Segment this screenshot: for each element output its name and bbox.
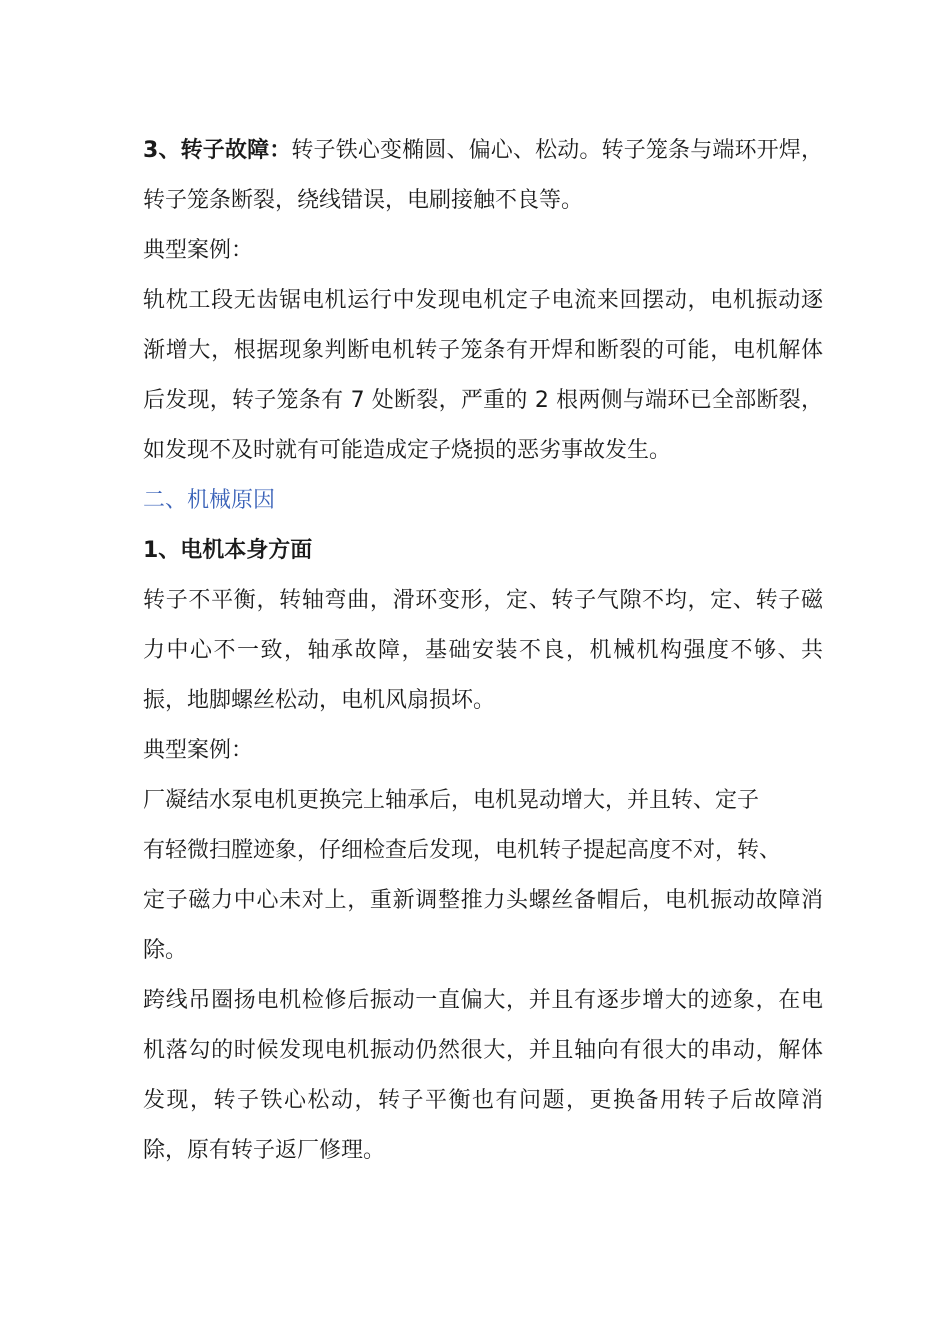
rotor-fault-label: 3、转子故障： [143, 138, 292, 163]
case-title-1: 典型案例： [143, 238, 254, 263]
case-title-2: 典型案例： [143, 738, 254, 763]
document-body [143, 126, 823, 1176]
paragraph-case-saw-motor: 轨枕工段无齿锯电机运行中发现电机定子电流来回摆动，电机振动逐渐增大，根据现象判断电机转子笼条有开焊和断裂的可能，电机解体后发现，转子笼条有 7 处断裂，严重的 2 根两侧与端环已全部断裂，如发现不及时就有可能造成定子烧损的恶劣事故发生。 [143, 288, 823, 463]
paragraph-motor-causes: 转子不平衡，转轴弯曲，滑环变形，定、转子气隙不均，定、转子磁力中心不一致，轴承故障，基础安装不良，机械机构强度不够、共振，地脚螺丝松动，电机风扇损坏。 [143, 588, 823, 713]
rotor-fault-text: 转子铁心变椭圆、偏心、松动。转子笼条与端环开焊，转子笼条断裂，绕线错误，电刷接触不良等。 [143, 138, 823, 213]
section-heading-mechanical: 二、机械原因 [143, 488, 276, 513]
paragraph-rotor-fault [143, 126, 823, 226]
subheading-motor-itself: 1、电机本身方面 [143, 538, 313, 563]
case-condensate-pump-rest: 定子磁力中心未对上，重新调整推力头螺丝备帽后，电机振动故障消除。 [143, 888, 823, 963]
case-condensate-pump-line-2: 有轻微扫膛迹象，仔细检查后发现，电机转子提起高度不对，转、 [143, 838, 782, 863]
case-condensate-pump-line-1: 厂凝结水泵电机更换完上轴承后，电机晃动增大，并且转、定子 [143, 788, 760, 813]
paragraph-case-crane-motor: 跨线吊圈扬电机检修后振动一直偏大，并且有逐步增大的迹象，在电机落勾的时候发现电机振动仍然很大，并且轴向有很大的串动，解体发现，转子铁心松动，转子平衡也有问题，更换备用转子后故障消除，原有转子返厂修理。 [143, 988, 823, 1163]
